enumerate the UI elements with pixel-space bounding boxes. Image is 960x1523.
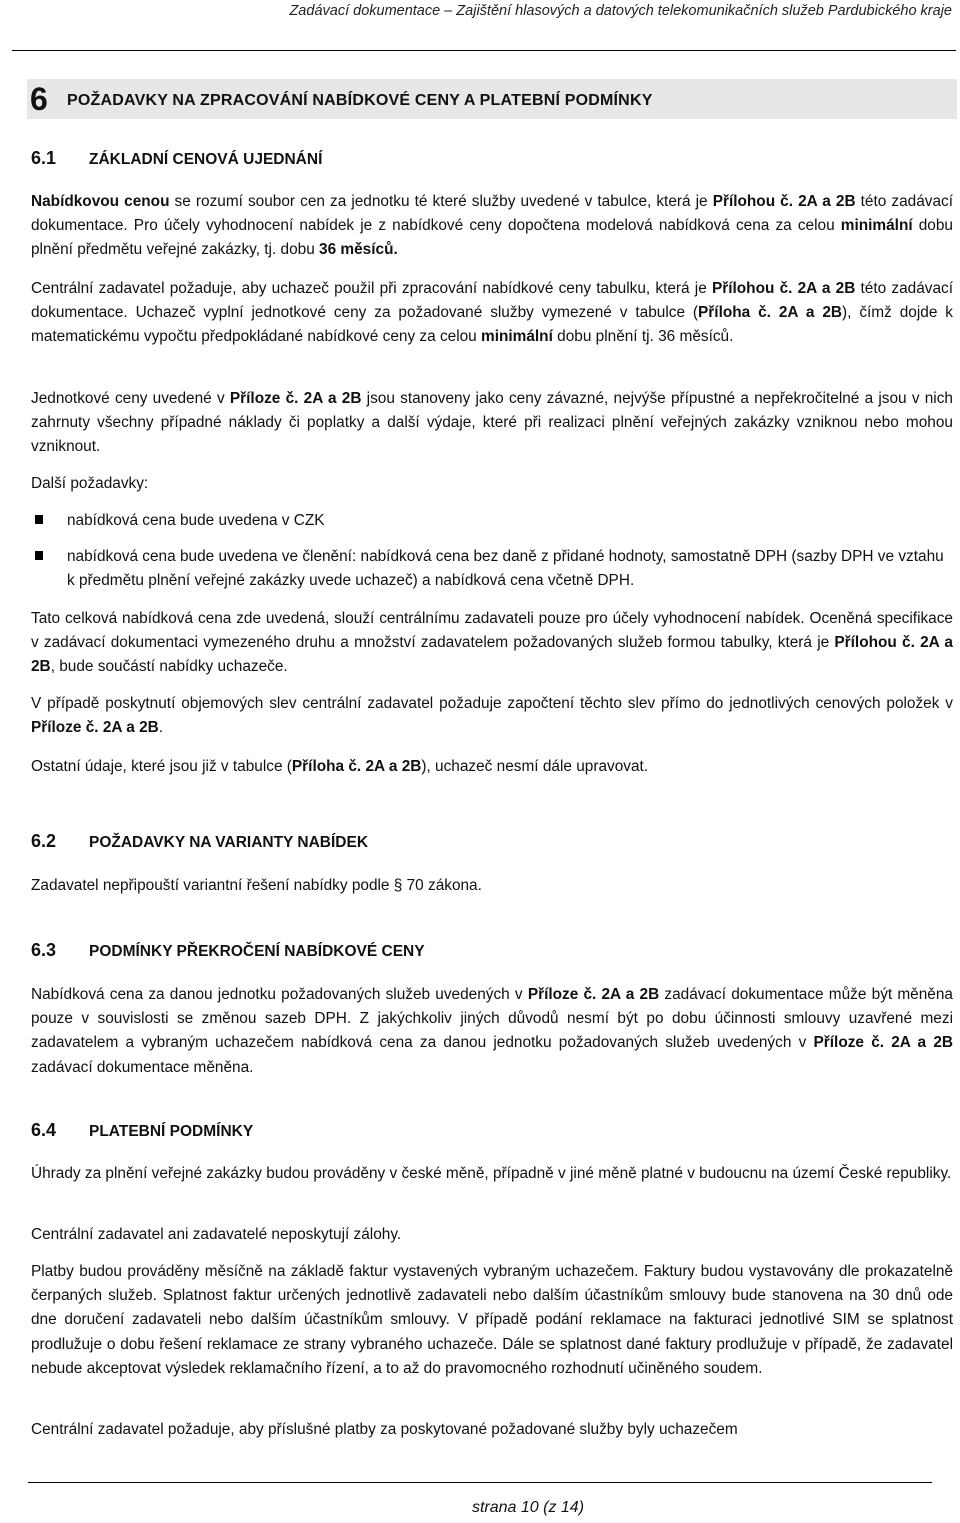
footer-rule (28, 1482, 932, 1483)
section-number: 6 (30, 81, 48, 117)
header-rule (12, 50, 956, 51)
bullet-square-icon (35, 551, 43, 560)
paragraph-payment-requirement: Centrální zadavatel požaduje, aby příslušné platby za poskytované požadované služby byly uchazečem (31, 1421, 738, 1438)
paragraph-payments-currency: Úhrady za plnění veřejné zakázky budou prováděny v české měně, případně v jiné měně platné v budoucnu na území České republiky. (31, 1165, 952, 1182)
paragraph-total-price: Tato celková nabídková cena zde uvedená, slouží centrálnímu zadavateli pouze pro účely vyhodnocení nabídek. Oceněná specifikace v zadávací dokumentaci vymezeného druhu a množství zadavatelem požadovaných služeb formou tabulky, která je Přílohou č. 2A a 2B, bude součástí nabídky uchazeče. (31, 610, 953, 676)
list-item: nabídková cena bude uvedena v CZK (67, 512, 325, 529)
paragraph-no-advances: Centrální zadavatel ani zadavatelé neposkytují zálohy. (31, 1226, 402, 1243)
heading-6-1: 6.1 ZÁKLADNÍ CENOVÁ UJEDNÁNÍ (31, 148, 323, 168)
paragraph-unit-prices: Jednotkové ceny uvedené v Příloze č. 2A a 2B jsou stanoveny jako ceny závazné, nejvýše přípustné a nepřekročitelné a jsou v nich zahrnuty všechny případné náklady či poplatky a další výdaje, které při realizaci plnění veřejných zakázky vzniknou nebo mohou vzniknout. (31, 390, 953, 456)
heading-6-2: 6.2 POŽADAVKY NA VARIANTY NABÍDEK (31, 831, 369, 851)
section-title: POŽADAVKY NA ZPRACOVÁNÍ NABÍDKOVÉ CENY A PLATEBNÍ PODMÍNKY (67, 92, 653, 109)
paragraph-other-data: Ostatní údaje, které jsou již v tabulce (Příloha č. 2A a 2B), uchazeč nesmí dále upravovat. (31, 758, 649, 775)
paragraph-invoicing: Platby budou prováděny měsíčně na základě faktur vystavených vybraným uchazečem. Faktury budou vystavovány dle prokazatelně čerpaných služeb. Splatnost faktur určených jednotlivě zadavateli nebo dalším účastníkům smlouvy bude stanovena na 30 dnů ode dne doručení zadavateli nebo dalším účastníkům smlouvy. V případě podání reklamace na fakturaci jednotlivé SIM se splatnost prodlužuje o dobu řešení reklamace ze strany vybraného uchazeče. Dále se splatnost dané faktury prodlužuje v případě, že zadavatel nebude akceptovat výsledek reklamačního řízení, a to až do pravomocného rozhodnutí učiněného soudem. (31, 1263, 953, 1377)
running-header: Zadávací dokumentace – Zajištění hlasových a datových telekomunikačních služeb Pardubického kraje (289, 3, 952, 19)
heading-6-4: 6.4 PLATEBNÍ PODMÍNKY (31, 1120, 254, 1140)
page-number: strana 10 (z 14) (471, 1499, 585, 1516)
paragraph-variants: Zadavatel nepřipouští variantní řešení nabídky podle § 70 zákona. (31, 877, 482, 894)
paragraph-price-table: Centrální zadavatel požaduje, aby uchazeč použil při zpracování nabídkové ceny tabulku, která je Přílohou č. 2A a 2B této zadávací dokumentace. Uchazeč vyplní jednotkové ceny za požadované služby vymezené v tabulce (Příloha č. 2A a 2B), čímž dojde k matematickému vypočtu předpokládané nabídkové ceny za celou minimální dobu plnění tj. 36 měsíců. (31, 280, 953, 346)
paragraph-base-price: Nabídkovou cenou se rozumí soubor cen za jednotku té které služby uvedené v tabulce, která je Přílohou č. 2A a 2B této zadávací dokumentace. Pro účely vyhodnocení nabídek je z nabídkové ceny dopočtena modelová nabídková cena za celou minimální dobu plnění předmětu veřejné zakázky, tj. dobu 36 měsíců. (31, 193, 953, 259)
paragraph-price-change: Nabídková cena za danou jednotku požadovaných služeb uvedených v Příloze č. 2A a 2B zadávací dokumentace může být měněna pouze v souvislosti se změnou sazeb DPH. Z jakýchkoliv jiných důvodů nesmí být po dobu účinnosti smlouvy uzavřené mezi zadavatelem a vybraným uchazečem nabídková cena za danou jednotku požadovaných služeb uvedených v Příloze č. 2A a 2B zadávací dokumentace měněna. (31, 986, 953, 1076)
list-item: nabídková cena bude uvedena ve členění: nabídková cena bez daně z přidané hodnoty, samostatně DPH (sazby DPH ve vztahu k předmětu plnění veřejné zakázky uvede uchazeč) a nabídková cena včetně DPH. (67, 548, 944, 590)
paragraph-requirements: Další požadavky: (31, 475, 149, 492)
bullet-square-icon (35, 515, 43, 524)
heading-6-3: 6.3 PODMÍNKY PŘEKROČENÍ NABÍDKOVÉ CENY (31, 940, 425, 960)
section-6-heading (27, 79, 957, 119)
paragraph-volume-discounts: V případě poskytnutí objemových slev centrální zadavatel požaduje započtení těchto slev přímo do jednotlivých cenových položek v Příloze č. 2A a 2B. (31, 695, 953, 737)
